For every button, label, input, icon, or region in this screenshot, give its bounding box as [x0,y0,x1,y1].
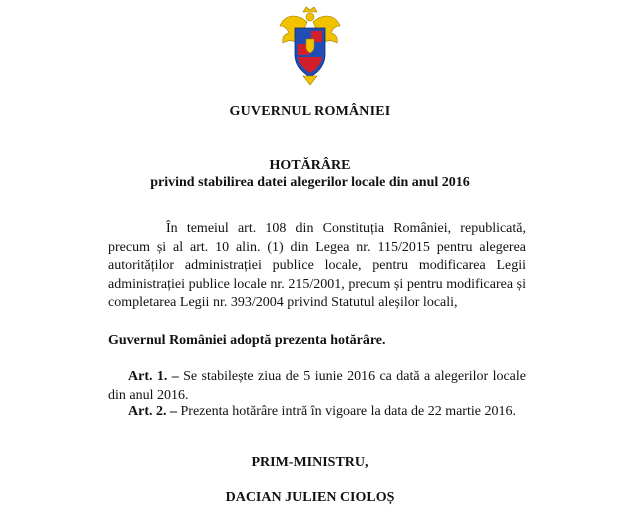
government-heading: GUVERNUL ROMÂNIEI [229,104,391,119]
decision-title: HOTĂRÂRE [269,158,351,173]
adoption-statement: Guvernul României adoptă prezenta hotărâre. [108,333,386,348]
article-1-label: Art. 1. – [128,369,179,384]
preamble-paragraph: În temeiul art. 108 din Constituția României, republicată, precum și al art. 10 alin. (1) din Legea nr. 115/2015 pentru alegerea autorităților administrației publice locale, pentru modificarea Legii administrației publice locale nr. 215/2001, precum și pentru modificarea și completarea Legii nr. 393/2004 privind Statutul aleșilor locali, [108,221,526,310]
article-1-text: Se stabilește ziua de 5 iunie 2016 ca dată a alegerilor locale din anul 2016. [108,369,526,403]
signature-name: DACIAN JULIEN CIOLOȘ [225,490,395,505]
article-2-text: Prezenta hotărâre intră în vigoare la data de 22 martie 2016. [177,404,516,419]
decision-subtitle: privind stabilirea datei alegerilor locale din anul 2016 [150,175,470,190]
article-2-label: Art. 2. – [128,404,177,419]
coat-of-arms-icon [277,6,343,86]
article-2 [108,403,526,422]
signature-role: PRIM-MINISTRU, [251,455,369,470]
article-1 [108,368,526,405]
